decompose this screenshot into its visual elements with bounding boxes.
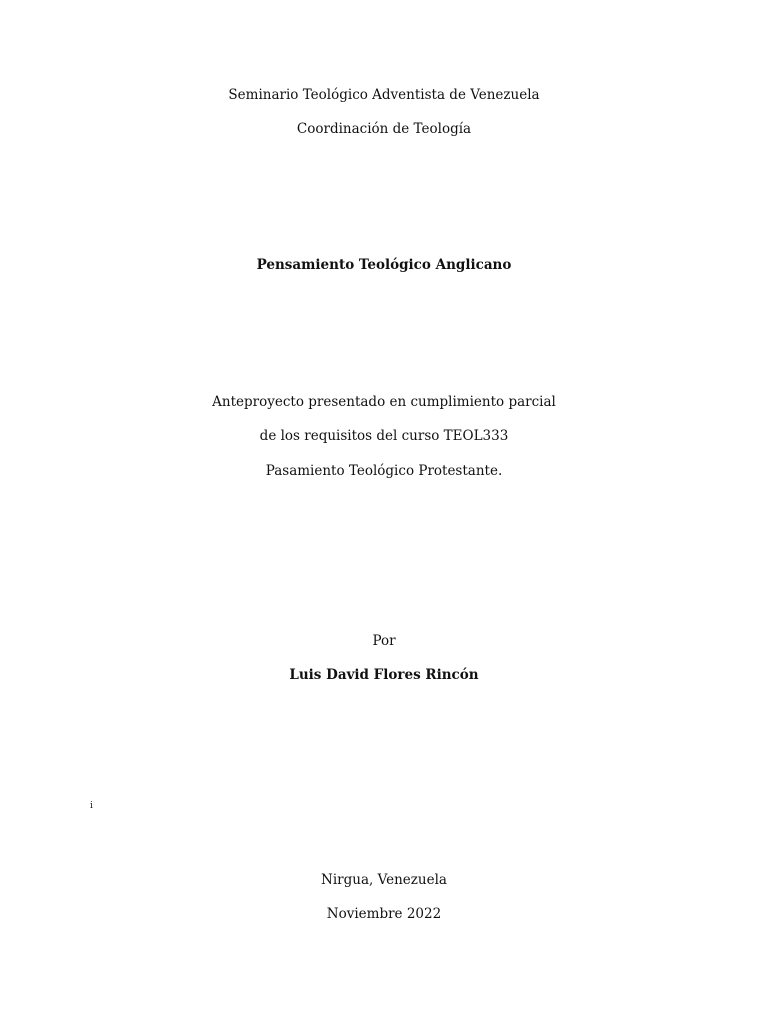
page-number-marker: i xyxy=(90,801,93,811)
description-line-1: Anteproyecto presentado en cumplimiento parcial xyxy=(212,394,556,410)
institution-name: Seminario Teológico Adventista de Venezuela xyxy=(228,87,540,103)
description-line-3: Pasamiento Teológico Protestante. xyxy=(265,463,503,479)
document-title: Pensamiento Teológico Anglicano xyxy=(256,257,512,273)
description-line-2: de los requisitos del curso TEOL333 xyxy=(259,428,509,444)
date: Noviembre 2022 xyxy=(326,906,442,922)
by-label: Por xyxy=(372,633,396,649)
author-name: Luis David Flores Rincón xyxy=(289,667,479,683)
department-name: Coordinación de Teología xyxy=(296,121,472,137)
location: Nirgua, Venezuela xyxy=(321,872,447,888)
